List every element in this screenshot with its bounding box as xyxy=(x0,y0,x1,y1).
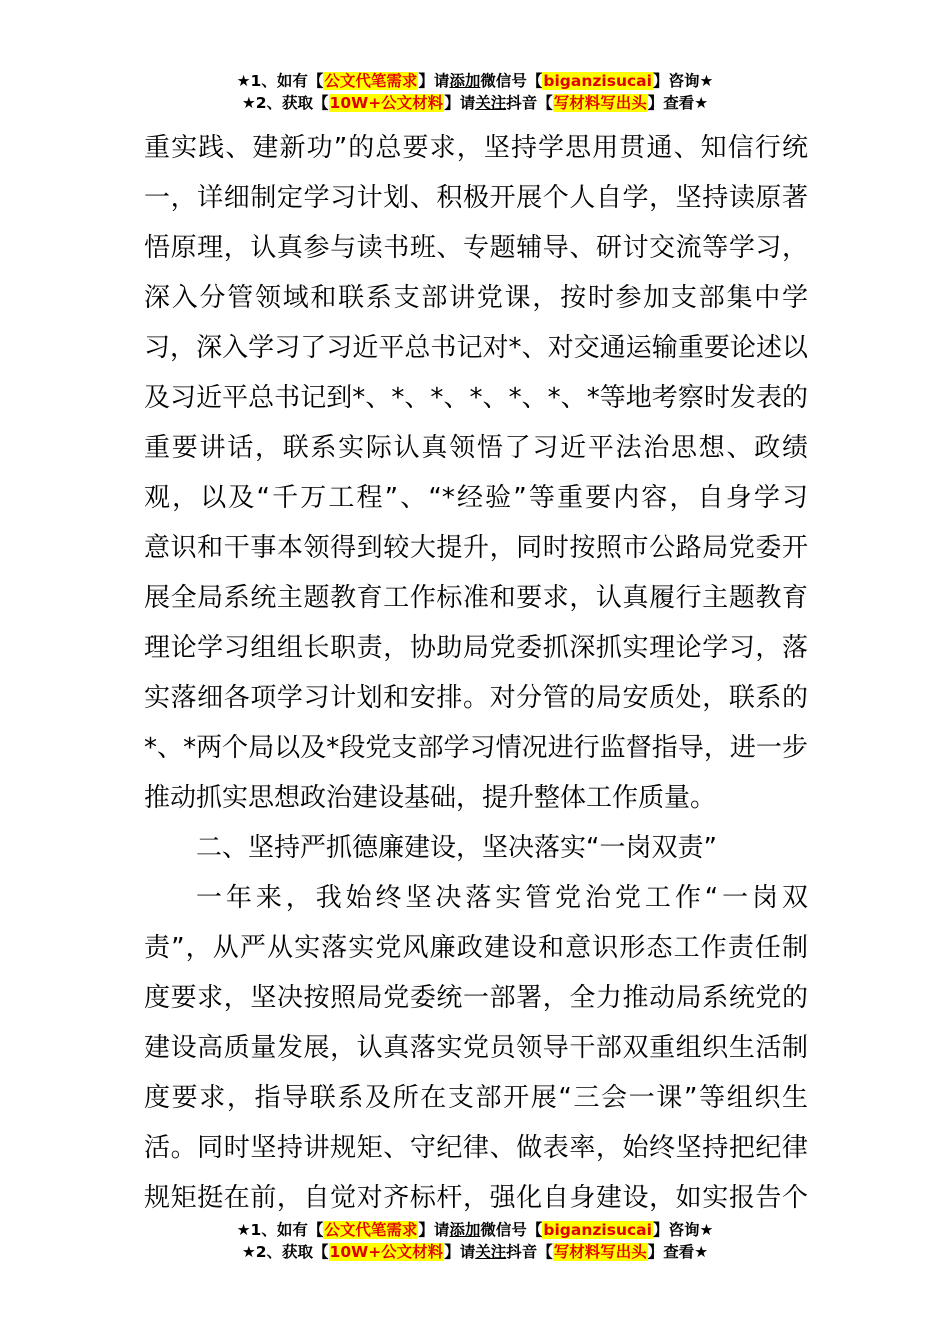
body-line: 重要讲话，联系实际认真领悟了习近平法治思想、政绩 xyxy=(144,433,808,463)
section-heading: 二、坚持严抓德廉建设，坚决落实“一岗双责” xyxy=(196,833,717,863)
header-banner xyxy=(0,70,950,114)
body-line: 及习近平总书记到*、*、*、*、*、*、*等地考察时发表的 xyxy=(144,383,808,413)
footer-line-2: ★2、获取【10W+公文材料】请关注抖音【写材料写出头】查看★ xyxy=(241,1243,709,1261)
materials-highlight: 10W+公文材料 xyxy=(329,1243,444,1261)
body-line: 理论学习组组长职责，协助局党委抓深抓实理论学习，落 xyxy=(144,633,808,663)
douyin-account-highlight: 写材料写出头 xyxy=(553,1243,647,1261)
body-line: 悟原理，认真参与读书班、专题辅导、研讨交流等学习， xyxy=(144,233,808,263)
materials-highlight: 10W+公文材料 xyxy=(329,94,444,112)
body-line: 展全局系统主题教育工作标准和要求，认真履行主题教育 xyxy=(144,583,808,613)
body-line: 度要求，指导联系及所在支部开展“三会一课”等组织生 xyxy=(144,1083,808,1113)
body-line: 度要求，坚决按照局党委统一部署，全力推动局系统党的 xyxy=(144,983,808,1013)
body-line: 活。同时坚持讲规矩、守纪律、做表率，始终坚持把纪律 xyxy=(144,1133,808,1163)
footer-banner xyxy=(0,1219,950,1263)
body-line: 重实践、建新功”的总要求，坚持学思用贯通、知信行统 xyxy=(144,133,808,163)
body-line: 一年来，我始终坚决落实管党治党工作“一岗双 xyxy=(196,883,808,913)
body-line: 建设高质量发展，认真落实党员领导干部双重组织生活制 xyxy=(144,1033,808,1063)
document-body xyxy=(144,123,808,1223)
header-line-2: ★2、获取【10W+公文材料】请关注抖音【写材料写出头】查看★ xyxy=(241,94,709,112)
body-line: *、*两个局以及*段党支部学习情况进行监督指导，进一步 xyxy=(144,733,808,763)
ghostwriting-highlight: 公文代笔需求 xyxy=(324,1221,418,1239)
body-line: 一，详细制定学习计划、积极开展个人自学，坚持读原著 xyxy=(144,183,808,213)
wechat-id-highlight: biganzisucai xyxy=(543,72,652,90)
footer-line-1: ★1、如有【公文代笔需求】请添加微信号【biganzisucai】咨询★ xyxy=(236,1221,714,1239)
body-line: 意识和干事本领得到较大提升，同时按照市公路局党委开 xyxy=(144,533,808,563)
body-line: 规矩挺在前，自觉对齐标杆，强化自身建设，如实报告个 xyxy=(144,1183,808,1213)
body-line: 实落细各项学习计划和安排。对分管的局安质处，联系的 xyxy=(144,683,808,713)
body-line: 深入分管领域和联系支部讲党课，按时参加支部集中学 xyxy=(144,283,808,313)
body-line: 推动抓实思想政治建设基础，提升整体工作质量。 xyxy=(144,783,717,813)
douyin-account-highlight: 写材料写出头 xyxy=(553,94,647,112)
wechat-id-highlight: biganzisucai xyxy=(543,1221,652,1239)
body-line: 责”，从严从实落实党风廉政建设和意识形态工作责任制 xyxy=(144,933,808,963)
ghostwriting-highlight: 公文代笔需求 xyxy=(324,72,418,90)
header-line-1: ★1、如有【公文代笔需求】请添加微信号【biganzisucai】咨询★ xyxy=(236,72,714,90)
body-line: 观，以及“千万工程”、“*经验”等重要内容，自身学习 xyxy=(144,483,808,513)
body-line: 习，深入学习了习近平总书记对*、对交通运输重要论述以 xyxy=(144,333,808,363)
